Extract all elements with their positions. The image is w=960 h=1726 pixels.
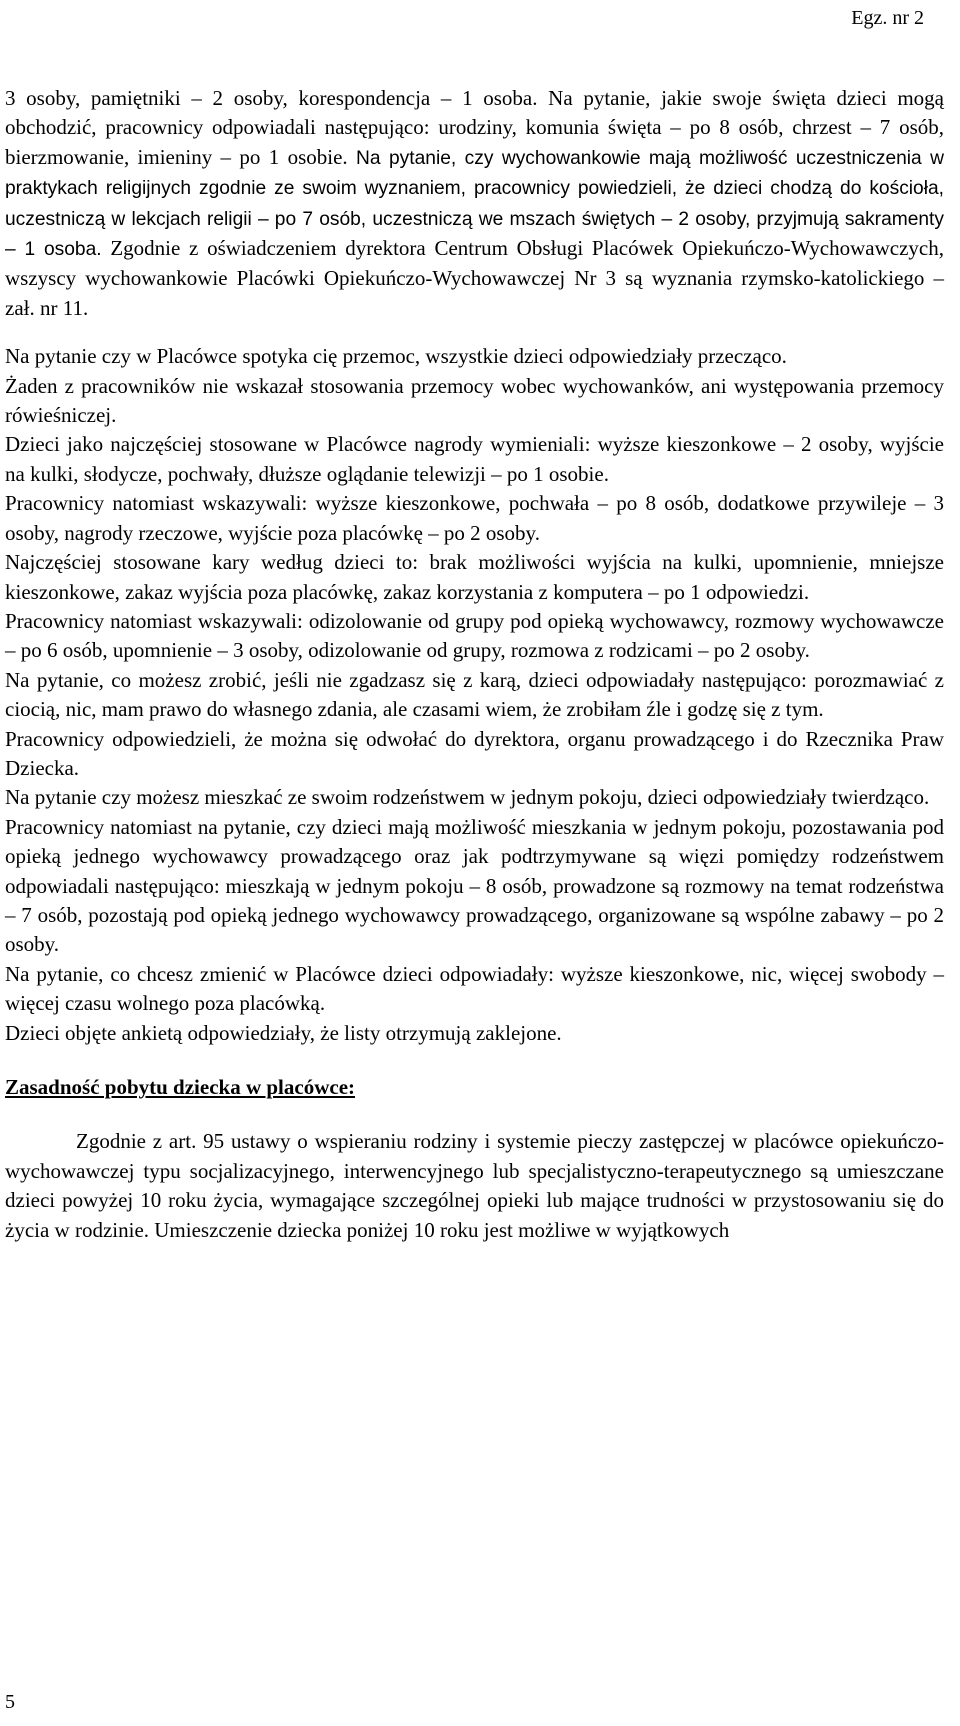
page-number: 5 — [5, 1691, 15, 1713]
paragraph: Dzieci jako najczęściej stosowane w Placówce nagrody wymieniali: wyższe kieszonkowe – 2 osoby, wyjście na kulki, słodycze, pochwały, dłuższe oglądanie telewizji – po 1 osobie. — [5, 432, 944, 486]
paragraph: Na pytanie czy możesz mieszkać ze swoim rodzeństwem w jednym pokoju, dzieci odpowiedziały twierdząco. — [5, 785, 930, 810]
paragraph: Dzieci objęte ankietą odpowiedziały, że listy otrzymują zaklejone. — [5, 1020, 562, 1045]
paragraph: Pracownicy odpowiedzieli, że można się odwołać do dyrektora, organu prowadzącego i do Rzecznika Praw Dziecka. — [5, 726, 944, 780]
intro-end-text: Zgodnie z oświadczeniem dyrektora Centrum Obsługi Placówek Opiekuńczo-Wychowawczych, wszyscy wychowankowie Placówki Opiekuńczo-Wychowawczej Nr 3 są wyznania rzymsko-katolickiego – zał. nr 11. — [5, 236, 944, 320]
paragraph-gap — [5, 323, 944, 342]
paragraph: Najczęściej stosowane kary według dzieci to: brak możliwości wyjścia na kulki, upomnienie, mniejsze kieszonkowe, zakaz wyjścia poza placówkę, zakaz korzystania z komputera – po 1 odpowiedzi. — [5, 550, 944, 604]
paragraph: Pracownicy natomiast wskazywali: wyższe kieszonkowe, pochwała – po 8 osób, dodatkowe przywileje – 3 osoby, nagrody rzeczowe, wyjście poza placówkę – po 2 osoby. — [5, 491, 944, 545]
paragraph: Żaden z pracowników nie wskazał stosowania przemocy wobec wychowanków, ani występowania przemocy rówieśniczej. — [5, 373, 944, 428]
paragraph: Pracownicy natomiast na pytanie, czy dzieci mają możliwość mieszkania w jednym pokoju, pozostawania pod opieką jednego wychowawcy prowadzącego oraz jak podtrzymywane są więzi pomiędzy rodzeństwem odpowiadali następująco: mieszkają w jednym pokoju – 8 osób, prowadzone są rozmowy na temat rodzeństwa – 7 osób, pozostają pod opieką jednego wychowawcy prowadzącego, organizowane są wspólne zabawy – po 2 osoby. — [5, 814, 944, 957]
copy-number: Egz. nr 2 — [851, 7, 924, 29]
section-gap — [5, 1048, 944, 1073]
intro-serif-text: 3 osoby, pamiętniki – 2 osoby, korespondencja – 1 osoba. Na pytanie, jakie swoje święta dzieci mogą obchodzić, pracownicy odpowiadali następująco: urodziny, komunia święta – po 8 osób, chrzest – 7 osób, bierzmowanie, imieniny – po 1 osobie. — [5, 86, 944, 169]
intro-sans-text: Na pytanie, czy wychowankowie mają możliwość uczestniczenia w praktykach religijnych zgodnie ze swoim wyznaniem, pracownicy powiedzieli, że dzieci chodzą do kościoła, uczestniczą w lekcjach religii – po 7 osób, uczestniczą we mszach świętych – 2 osoby, przyjmują sakramenty – 1 osoba. — [5, 147, 945, 261]
paragraph: Na pytanie czy w Placówce spotyka cię przemoc, wszystkie dzieci odpowiedziały przecząco. — [5, 344, 787, 369]
intro-paragraph — [5, 84, 944, 323]
paragraph: Na pytanie, co możesz zrobić, jeśli nie zgadzasz się z karą, dzieci odpowiadały następująco: porozmawiać z ciocią, nic, mam prawo do własnego zdania, ale czasami wiem, że zrobiłam źle i godzę się z tym. — [5, 667, 944, 722]
section-heading: Zasadność pobytu dziecka w placówce: — [5, 1075, 356, 1099]
section-gap — [5, 1102, 944, 1127]
paragraph: Pracownicy natomiast wskazywali: odizolowanie od grupy pod opieką wychowawcy, rozmowy wychowawcze – po 6 osób, upomnienie – 3 osoby, odizolowanie od grupy, rozmowa z rodzicami – po 2 osoby. — [5, 608, 944, 663]
paragraph: Na pytanie, co chcesz zmienić w Placówce dzieci odpowiadały: wyższe kieszonkowe, nic, więcej swobody – więcej czasu wolnego poza placówką. — [5, 961, 944, 1016]
section-paragraph: Zgodnie z art. 95 ustawy o wspieraniu rodziny i systemie pieczy zastępczej w placówce opiekuńczo-wychowawczej typu socjalizacyjnego, interwencyjnego lub specjalistyczno-terapeutycznego są umieszczane dzieci powyżej 10 roku życia, wymagające szczególnej opieki lub mające trudności w przystosowaniu się do życia w rodzinie. Umieszczenie dziecka poniżej 10 roku jest możliwe w wyjątkowych — [5, 1129, 944, 1242]
document-body — [5, 84, 944, 1245]
